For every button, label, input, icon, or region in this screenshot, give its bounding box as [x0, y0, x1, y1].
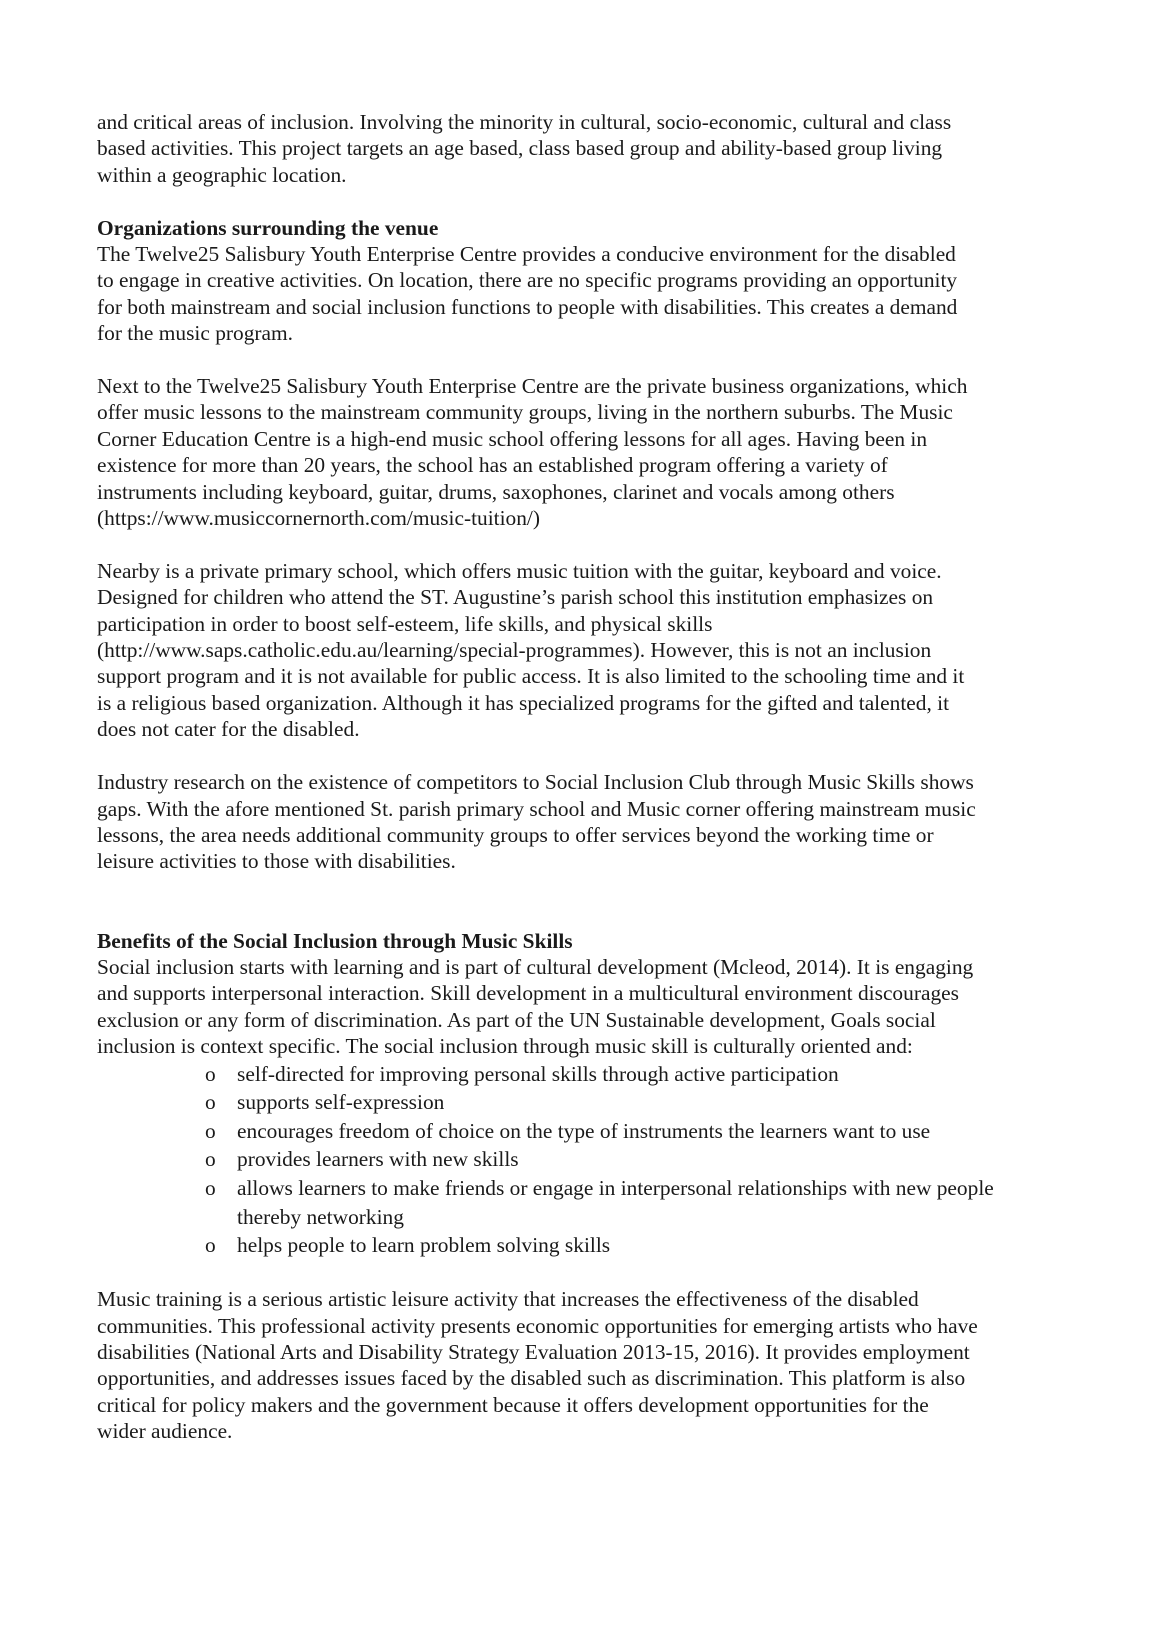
- text-line: communities. This professional activity presents economic opportunities for emerging artists who have: [97, 1313, 978, 1338]
- hollow-bullet-icon: o: [205, 1090, 216, 1115]
- text-line: existence for more than 20 years, the school has an established program offering a variety of: [97, 453, 888, 478]
- list-item: [205, 1060, 1007, 1089]
- text-line: within a geographic location.: [97, 162, 347, 187]
- text-line: Nearby is a private primary school, which offers music tuition with the guitar, keyboard and voice.: [97, 558, 942, 583]
- text-line: The Twelve25 Salisbury Youth Enterprise Centre provides a conducive environment for the disabled: [97, 242, 956, 267]
- paragraph: [97, 241, 1077, 347]
- list-item: [205, 1231, 1007, 1260]
- text-line: disabilities (National Arts and Disability Strategy Evaluation 2013-15, 2016). It provides employment: [97, 1339, 970, 1364]
- url-reference: (https://www.musiccornernorth.com/music-tuition/): [97, 506, 540, 531]
- section-benefits: [97, 928, 1077, 1445]
- text-line: Designed for children who attend the ST. Augustine’s parish school this institution emphasizes on: [97, 585, 934, 610]
- list-item-text: allows learners to make friends or engage in interpersonal relationships with new people thereby networking: [237, 1175, 994, 1229]
- text-line: inclusion is context specific. The social inclusion through music skill is culturally oriented and:: [97, 1034, 913, 1059]
- text-line: gaps. With the afore mentioned St. parish primary school and Music corner offering mainstream music: [97, 796, 976, 821]
- text-line: Music training is a serious artistic leisure activity that increases the effectiveness of the disabled: [97, 1287, 919, 1312]
- paragraph-spacer: [97, 188, 1077, 214]
- document-page: [97, 109, 1077, 1445]
- text-line: leisure activities to those with disabilities.: [97, 849, 456, 874]
- url-reference: (http://www.saps.catholic.edu.au/learning/special-programmes). However, this is not an inclusion: [97, 638, 932, 663]
- list-item: [205, 1117, 1007, 1146]
- text-line: and critical areas of inclusion. Involving the minority in cultural, socio-economic, cultural and class: [97, 110, 952, 134]
- paragraph-spacer: [97, 347, 1077, 373]
- paragraph: [97, 1286, 1077, 1444]
- text-line: does not cater for the disabled.: [97, 717, 360, 742]
- text-line: participation in order to boost self-esteem, life skills, and physical skills: [97, 611, 713, 636]
- text-line: is a religious based organization. Although it has specialized programs for the gifted and talented, it: [97, 690, 950, 715]
- text-line: and supports interpersonal interaction. Skill development in a multicultural environment discourages: [97, 981, 959, 1006]
- hollow-bullet-icon: o: [205, 1061, 216, 1086]
- list-item-text: supports self-expression: [237, 1090, 445, 1115]
- text-line: based activities. This project targets an age based, class based group and ability-based group living: [97, 136, 943, 161]
- paragraph-spacer: [97, 1260, 1077, 1286]
- list-item: [205, 1174, 1007, 1231]
- list-item-text: self-directed for improving personal skills through active participation: [237, 1061, 839, 1086]
- text-line: Industry research on the existence of competitors to Social Inclusion Club through Music Skills shows: [97, 770, 974, 795]
- text-line: wider audience.: [97, 1419, 233, 1444]
- paragraph: [97, 954, 1077, 1060]
- text-line: Corner Education Centre is a high-end music school offering lessons for all ages. Having been in: [97, 426, 928, 451]
- text-line: for the music program.: [97, 321, 294, 346]
- benefits-list: [97, 1060, 1077, 1260]
- intro-paragraph: [97, 109, 1077, 188]
- list-item-text: provides learners with new skills: [237, 1147, 519, 1172]
- paragraph-spacer: [97, 531, 1077, 557]
- paragraph: [97, 373, 1077, 531]
- text-line: support program and it is not available for public access. It is also limited to the schooling time and it: [97, 664, 965, 689]
- section-spacer: [97, 875, 1077, 928]
- text-line: for both mainstream and social inclusion functions to people with disabilities. This creates a demand: [97, 294, 958, 319]
- text-line: Social inclusion starts with learning and is part of cultural development (Mcleod, 2014). It is engaging: [97, 954, 974, 979]
- text-line: lessons, the area needs additional community groups to offer services beyond the working time or: [97, 822, 934, 847]
- hollow-bullet-icon: o: [205, 1118, 216, 1143]
- list-item: [205, 1145, 1007, 1174]
- hollow-bullet-icon: o: [205, 1147, 216, 1172]
- section-heading: Organizations surrounding the venue: [97, 215, 439, 240]
- paragraph: [97, 769, 1077, 875]
- list-item-text: helps people to learn problem solving skills: [237, 1233, 611, 1258]
- text-line: to engage in creative activities. On location, there are no specific programs providing an opportunity: [97, 268, 958, 293]
- text-line: instruments including keyboard, guitar, drums, saxophones, clarinet and vocals among others: [97, 479, 895, 504]
- text-line: opportunities, and addresses issues faced by the disabled such as discrimination. This platform is also: [97, 1366, 966, 1391]
- paragraph: [97, 558, 1077, 743]
- hollow-bullet-icon: o: [205, 1233, 216, 1258]
- list-item: [205, 1088, 1007, 1117]
- hollow-bullet-icon: o: [205, 1175, 216, 1200]
- section-heading: Benefits of the Social Inclusion through Music Skills: [97, 928, 573, 953]
- list-item-text: encourages freedom of choice on the type of instruments the learners want to use: [237, 1118, 931, 1143]
- text-line: critical for policy makers and the government because it offers development opportunities for the: [97, 1392, 929, 1417]
- section-organizations: [97, 215, 1077, 875]
- text-line: exclusion or any form of discrimination. As part of the UN Sustainable development, Goals social: [97, 1007, 936, 1032]
- text-line: offer music lessons to the mainstream community groups, living in the northern suburbs. The Music: [97, 400, 953, 425]
- paragraph-spacer: [97, 743, 1077, 769]
- text-line: Next to the Twelve25 Salisbury Youth Enterprise Centre are the private business organizations, which: [97, 374, 968, 399]
